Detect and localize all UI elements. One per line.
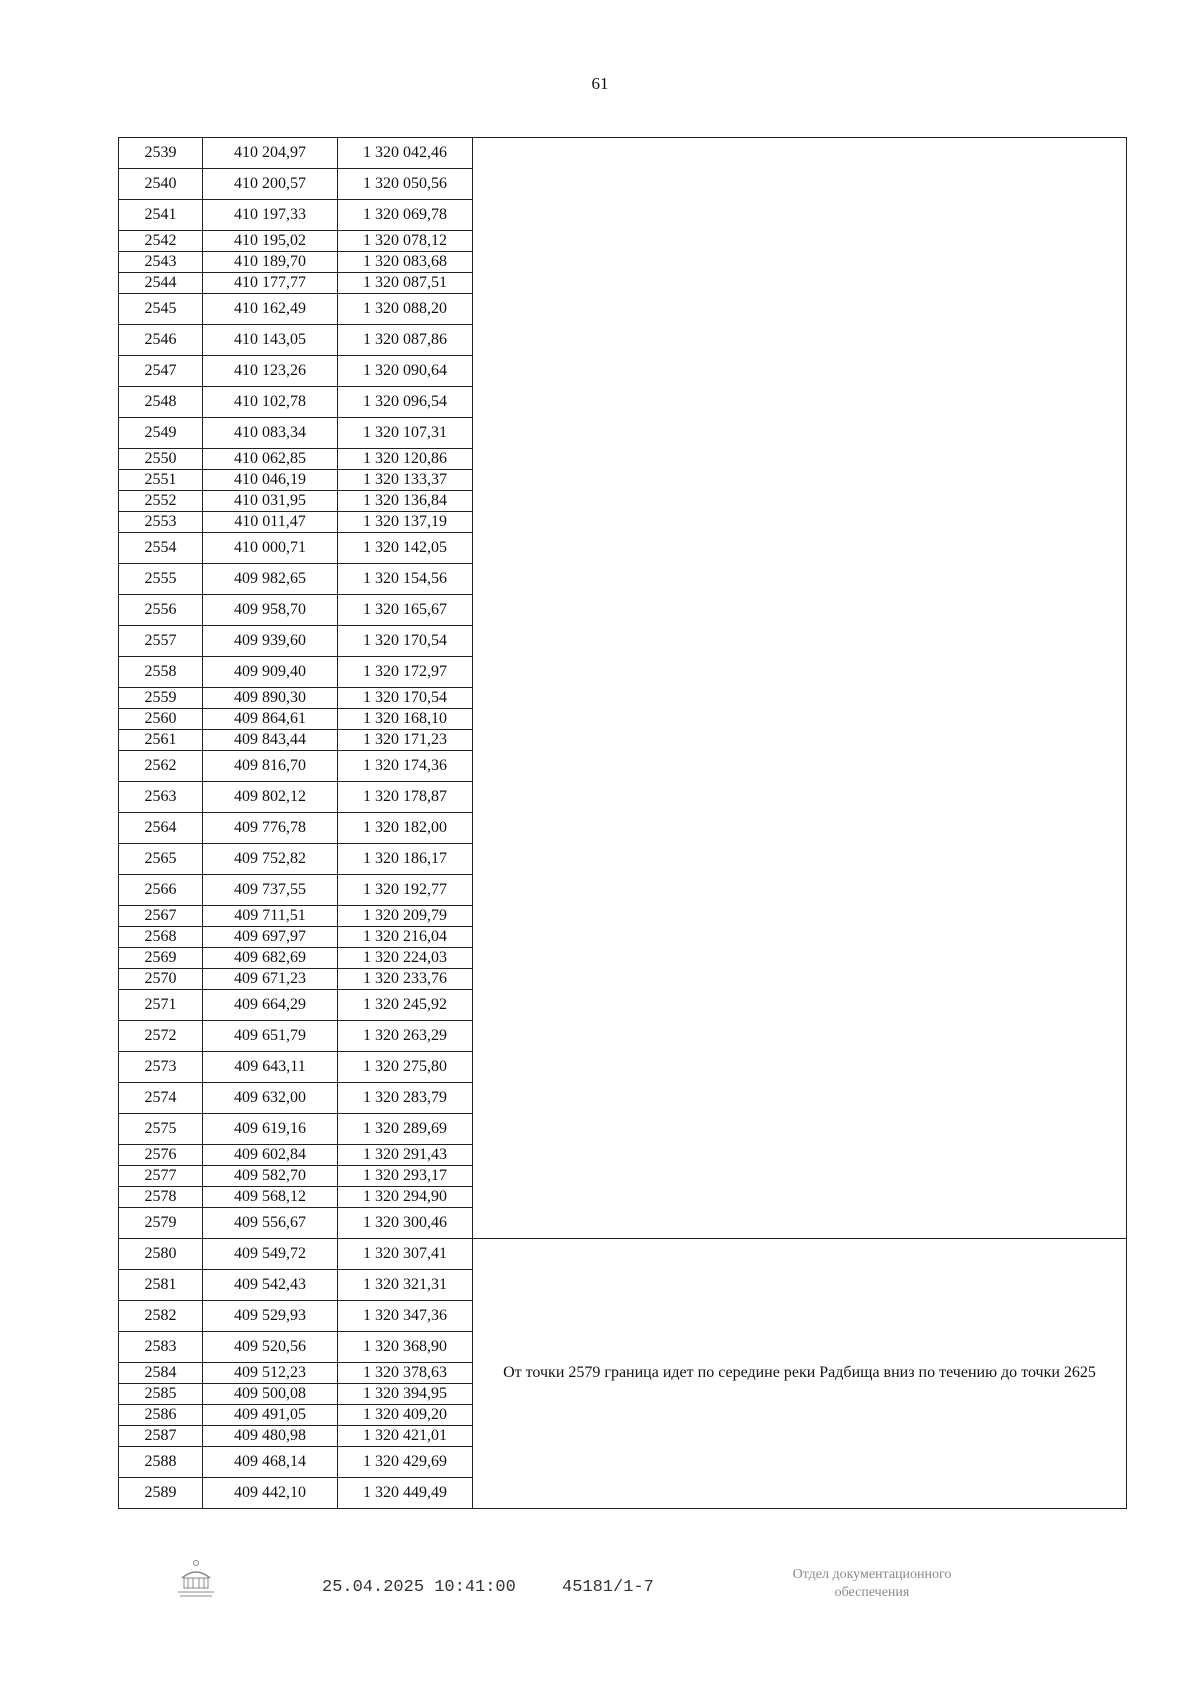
- point-number-cell: 2560: [119, 709, 203, 730]
- x-coordinate-cell: 409 549,72: [203, 1239, 338, 1270]
- y-coordinate-cell: 1 320 209,79: [338, 906, 473, 927]
- y-coordinate-cell: 1 320 291,43: [338, 1145, 473, 1166]
- x-coordinate-cell: 409 632,00: [203, 1083, 338, 1114]
- point-number-cell: 2562: [119, 751, 203, 782]
- point-number-cell: 2540: [119, 169, 203, 200]
- x-coordinate-cell: 409 752,82: [203, 844, 338, 875]
- x-coordinate-cell: 410 195,02: [203, 231, 338, 252]
- x-coordinate-cell: 410 204,97: [203, 138, 338, 169]
- x-coordinate-cell: 409 556,67: [203, 1208, 338, 1239]
- x-coordinate-cell: 409 651,79: [203, 1021, 338, 1052]
- point-number-cell: 2586: [119, 1405, 203, 1426]
- footer-department-line1: Отдел документационного: [792, 1567, 952, 1582]
- point-number-cell: 2558: [119, 657, 203, 688]
- x-coordinate-cell: 409 520,56: [203, 1332, 338, 1363]
- y-coordinate-cell: 1 320 088,20: [338, 294, 473, 325]
- y-coordinate-cell: 1 320 224,03: [338, 948, 473, 969]
- point-number-cell: 2574: [119, 1083, 203, 1114]
- y-coordinate-cell: 1 320 133,37: [338, 470, 473, 491]
- x-coordinate-cell: 410 197,33: [203, 200, 338, 231]
- y-coordinate-cell: 1 320 174,36: [338, 751, 473, 782]
- x-coordinate-cell: 409 843,44: [203, 730, 338, 751]
- point-number-cell: 2556: [119, 595, 203, 626]
- y-coordinate-cell: 1 320 289,69: [338, 1114, 473, 1145]
- y-coordinate-cell: 1 320 275,80: [338, 1052, 473, 1083]
- point-number-cell: 2563: [119, 782, 203, 813]
- y-coordinate-cell: 1 320 042,46: [338, 138, 473, 169]
- y-coordinate-cell: 1 320 429,69: [338, 1447, 473, 1478]
- x-coordinate-cell: 409 480,98: [203, 1426, 338, 1447]
- point-number-cell: 2583: [119, 1332, 203, 1363]
- point-number-cell: 2578: [119, 1187, 203, 1208]
- y-coordinate-cell: 1 320 096,54: [338, 387, 473, 418]
- x-coordinate-cell: 410 062,85: [203, 449, 338, 470]
- y-coordinate-cell: 1 320 178,87: [338, 782, 473, 813]
- point-number-cell: 2554: [119, 533, 203, 564]
- point-number-cell: 2581: [119, 1270, 203, 1301]
- point-number-cell: 2579: [119, 1208, 203, 1239]
- x-coordinate-cell: 409 619,16: [203, 1114, 338, 1145]
- point-number-cell: 2575: [119, 1114, 203, 1145]
- coordinates-table: [118, 137, 1127, 1509]
- x-coordinate-cell: 410 083,34: [203, 418, 338, 449]
- point-number-cell: 2577: [119, 1166, 203, 1187]
- x-coordinate-cell: 409 602,84: [203, 1145, 338, 1166]
- y-coordinate-cell: 1 320 192,77: [338, 875, 473, 906]
- y-coordinate-cell: 1 320 307,41: [338, 1239, 473, 1270]
- x-coordinate-cell: 409 711,51: [203, 906, 338, 927]
- y-coordinate-cell: 1 320 087,86: [338, 325, 473, 356]
- point-number-cell: 2582: [119, 1301, 203, 1332]
- x-coordinate-cell: 410 046,19: [203, 470, 338, 491]
- x-coordinate-cell: 410 177,77: [203, 273, 338, 294]
- y-coordinate-cell: 1 320 120,86: [338, 449, 473, 470]
- x-coordinate-cell: 410 143,05: [203, 325, 338, 356]
- y-coordinate-cell: 1 320 050,56: [338, 169, 473, 200]
- x-coordinate-cell: 410 189,70: [203, 252, 338, 273]
- point-number-cell: 2551: [119, 470, 203, 491]
- point-number-cell: 2571: [119, 990, 203, 1021]
- y-coordinate-cell: 1 320 245,92: [338, 990, 473, 1021]
- point-number-cell: 2569: [119, 948, 203, 969]
- y-coordinate-cell: 1 320 449,49: [338, 1478, 473, 1509]
- point-number-cell: 2585: [119, 1384, 203, 1405]
- point-number-cell: 2566: [119, 875, 203, 906]
- y-coordinate-cell: 1 320 378,63: [338, 1363, 473, 1384]
- point-number-cell: 2564: [119, 813, 203, 844]
- y-coordinate-cell: 1 320 142,05: [338, 533, 473, 564]
- y-coordinate-cell: 1 320 171,23: [338, 730, 473, 751]
- x-coordinate-cell: 409 512,23: [203, 1363, 338, 1384]
- point-number-cell: 2565: [119, 844, 203, 875]
- point-number-cell: 2588: [119, 1447, 203, 1478]
- y-coordinate-cell: 1 320 421,01: [338, 1426, 473, 1447]
- point-number-cell: 2587: [119, 1426, 203, 1447]
- y-coordinate-cell: 1 320 137,19: [338, 512, 473, 533]
- point-number-cell: 2553: [119, 512, 203, 533]
- x-coordinate-cell: 409 864,61: [203, 709, 338, 730]
- x-coordinate-cell: 409 909,40: [203, 657, 338, 688]
- x-coordinate-cell: 409 468,14: [203, 1447, 338, 1478]
- point-number-cell: 2548: [119, 387, 203, 418]
- y-coordinate-cell: 1 320 233,76: [338, 969, 473, 990]
- x-coordinate-cell: 409 664,29: [203, 990, 338, 1021]
- y-coordinate-cell: 1 320 090,64: [338, 356, 473, 387]
- point-number-cell: 2550: [119, 449, 203, 470]
- point-number-cell: 2570: [119, 969, 203, 990]
- boundary-description-block-2: От точки 2579 граница идет по середине реки Радбища вниз по течению до точки 2625: [473, 1239, 1127, 1509]
- y-coordinate-cell: 1 320 170,54: [338, 626, 473, 657]
- x-coordinate-cell: 409 671,23: [203, 969, 338, 990]
- y-coordinate-cell: 1 320 170,54: [338, 688, 473, 709]
- point-number-cell: 2589: [119, 1478, 203, 1509]
- x-coordinate-cell: 410 011,47: [203, 512, 338, 533]
- point-number-cell: 2568: [119, 927, 203, 948]
- point-number-cell: 2547: [119, 356, 203, 387]
- y-coordinate-cell: 1 320 394,95: [338, 1384, 473, 1405]
- point-number-cell: 2573: [119, 1052, 203, 1083]
- x-coordinate-cell: 409 568,12: [203, 1187, 338, 1208]
- x-coordinate-cell: 409 958,70: [203, 595, 338, 626]
- footer-department-stamp: [722, 1566, 1022, 1601]
- y-coordinate-cell: 1 320 069,78: [338, 200, 473, 231]
- y-coordinate-cell: 1 320 087,51: [338, 273, 473, 294]
- x-coordinate-cell: 409 542,43: [203, 1270, 338, 1301]
- y-coordinate-cell: 1 320 321,31: [338, 1270, 473, 1301]
- point-number-cell: 2541: [119, 200, 203, 231]
- boundary-description-block-1: [473, 138, 1127, 1239]
- emblem-stamp-icon: [172, 1558, 220, 1602]
- x-coordinate-cell: 409 643,11: [203, 1052, 338, 1083]
- y-coordinate-cell: 1 320 368,90: [338, 1332, 473, 1363]
- x-coordinate-cell: 409 776,78: [203, 813, 338, 844]
- point-number-cell: 2544: [119, 273, 203, 294]
- y-coordinate-cell: 1 320 107,31: [338, 418, 473, 449]
- point-number-cell: 2545: [119, 294, 203, 325]
- point-number-cell: 2552: [119, 491, 203, 512]
- x-coordinate-cell: 410 200,57: [203, 169, 338, 200]
- point-number-cell: 2549: [119, 418, 203, 449]
- table-row: [119, 1239, 1127, 1270]
- x-coordinate-cell: 409 890,30: [203, 688, 338, 709]
- footer-datetime: 25.04.2025 10:41:00: [322, 1578, 516, 1597]
- y-coordinate-cell: 1 320 293,17: [338, 1166, 473, 1187]
- x-coordinate-cell: 409 802,12: [203, 782, 338, 813]
- footer-document-id: 45181/1-7: [562, 1578, 654, 1597]
- point-number-cell: 2543: [119, 252, 203, 273]
- x-coordinate-cell: 409 939,60: [203, 626, 338, 657]
- y-coordinate-cell: 1 320 263,29: [338, 1021, 473, 1052]
- point-number-cell: 2559: [119, 688, 203, 709]
- y-coordinate-cell: 1 320 347,36: [338, 1301, 473, 1332]
- point-number-cell: 2572: [119, 1021, 203, 1052]
- x-coordinate-cell: 409 816,70: [203, 751, 338, 782]
- point-number-cell: 2584: [119, 1363, 203, 1384]
- y-coordinate-cell: 1 320 172,97: [338, 657, 473, 688]
- y-coordinate-cell: 1 320 186,17: [338, 844, 473, 875]
- x-coordinate-cell: 410 031,95: [203, 491, 338, 512]
- point-number-cell: 2539: [119, 138, 203, 169]
- point-number-cell: 2557: [119, 626, 203, 657]
- y-coordinate-cell: 1 320 409,20: [338, 1405, 473, 1426]
- x-coordinate-cell: 410 000,71: [203, 533, 338, 564]
- point-number-cell: 2561: [119, 730, 203, 751]
- y-coordinate-cell: 1 320 168,10: [338, 709, 473, 730]
- point-number-cell: 2576: [119, 1145, 203, 1166]
- y-coordinate-cell: 1 320 182,00: [338, 813, 473, 844]
- y-coordinate-cell: 1 320 154,56: [338, 564, 473, 595]
- x-coordinate-cell: 410 102,78: [203, 387, 338, 418]
- page-number: 61: [591, 74, 609, 93]
- point-number-cell: 2542: [119, 231, 203, 252]
- point-number-cell: 2555: [119, 564, 203, 595]
- x-coordinate-cell: 410 162,49: [203, 294, 338, 325]
- y-coordinate-cell: 1 320 165,67: [338, 595, 473, 626]
- x-coordinate-cell: 409 982,65: [203, 564, 338, 595]
- y-coordinate-cell: 1 320 216,04: [338, 927, 473, 948]
- x-coordinate-cell: 409 582,70: [203, 1166, 338, 1187]
- y-coordinate-cell: 1 320 283,79: [338, 1083, 473, 1114]
- y-coordinate-cell: 1 320 078,12: [338, 231, 473, 252]
- x-coordinate-cell: 409 500,08: [203, 1384, 338, 1405]
- footer-department-line2: обеспечения: [834, 1584, 910, 1600]
- point-number-cell: 2546: [119, 325, 203, 356]
- point-number-cell: 2580: [119, 1239, 203, 1270]
- y-coordinate-cell: 1 320 136,84: [338, 491, 473, 512]
- x-coordinate-cell: 409 491,05: [203, 1405, 338, 1426]
- point-number-cell: 2567: [119, 906, 203, 927]
- table-row: [119, 138, 1127, 169]
- x-coordinate-cell: 409 697,97: [203, 927, 338, 948]
- x-coordinate-cell: 409 682,69: [203, 948, 338, 969]
- y-coordinate-cell: 1 320 083,68: [338, 252, 473, 273]
- y-coordinate-cell: 1 320 294,90: [338, 1187, 473, 1208]
- x-coordinate-cell: 409 442,10: [203, 1478, 338, 1509]
- y-coordinate-cell: 1 320 300,46: [338, 1208, 473, 1239]
- x-coordinate-cell: 410 123,26: [203, 356, 338, 387]
- x-coordinate-cell: 409 737,55: [203, 875, 338, 906]
- x-coordinate-cell: 409 529,93: [203, 1301, 338, 1332]
